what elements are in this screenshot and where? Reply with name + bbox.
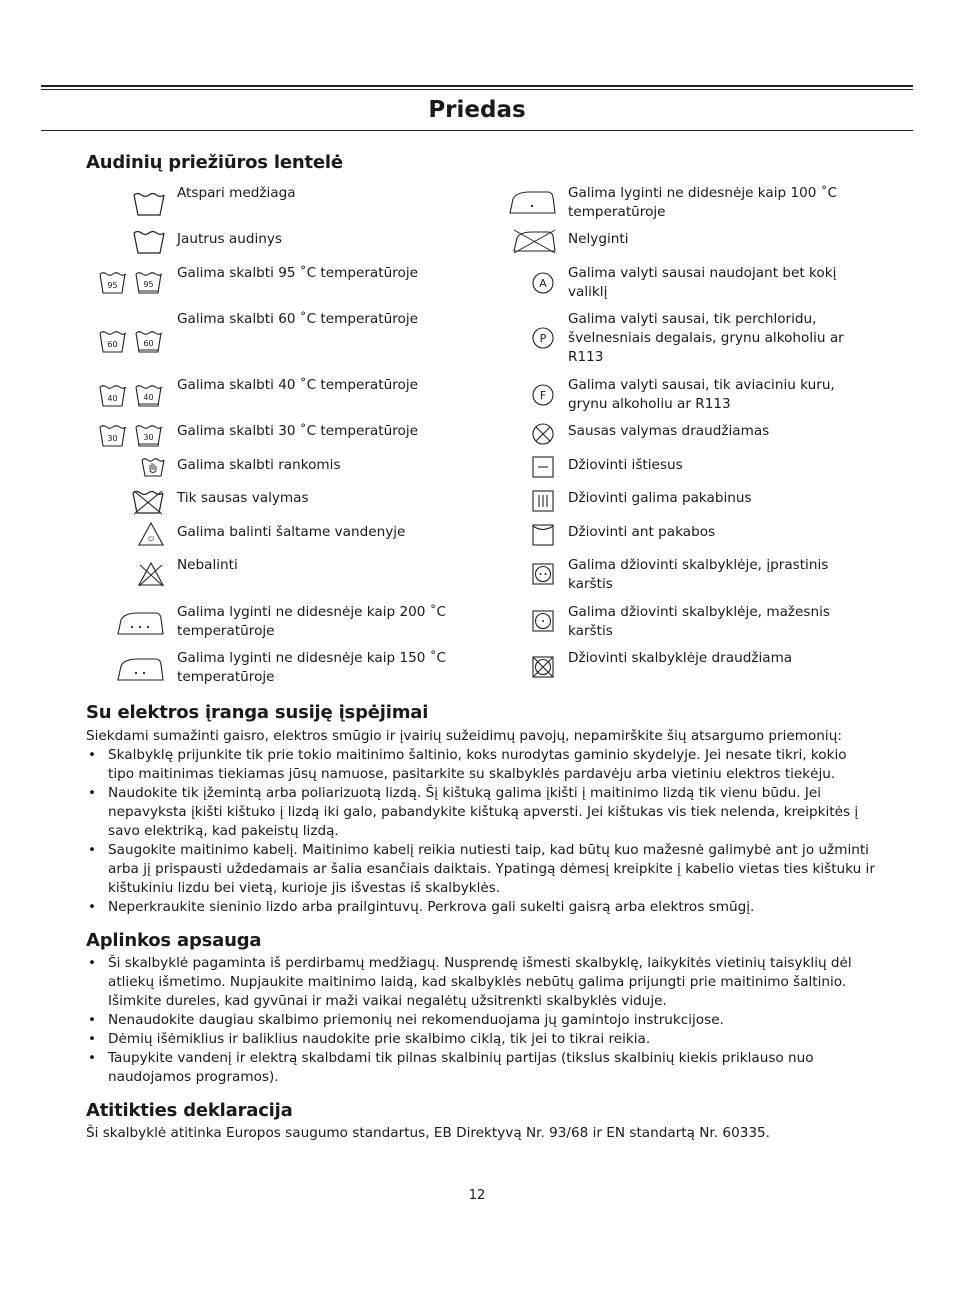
tumble-dry-normal-icon <box>532 563 554 585</box>
care-text: Džiovinti galima pakabinus <box>568 490 752 506</box>
hand-wash-icon <box>141 456 165 478</box>
dry-clean-f-label: F <box>539 389 547 402</box>
wash-30-label-2: 30 <box>143 433 154 442</box>
care-text: Džiovinti ištiesus <box>568 457 683 473</box>
list-item: • Dėmių išėmiklius ir baliklius naudokite prie skalbimo ciklą, tik jei to tikrai reikia. <box>86 1030 876 1049</box>
care-text: Galima valyti sausai, tik aviaciniu kuru, grynu alkoholiu ar R113 <box>568 377 835 412</box>
care-text: Nelyginti <box>568 231 629 247</box>
do-not-iron-icon <box>512 228 556 254</box>
dry-clean-a-label: A <box>539 277 547 290</box>
list-item: • Ši skalbyklė pagaminta iš perdirbamų medžiagų. Nusprendę išmesti skalbyklę, laikykitės vietinių taisyklių dėl atliekų išmetimo. Nupjaukite maitinimo laidą, kad skalbyklės nebūtų galima prijungti prie maitinimo šaltinio. Išimkite dureles, kad gyvūnai ir maži vaikai negalėtų užsitrenkti skalbyklės viduje. <box>86 954 876 1011</box>
electrical-intro: Siekdami sumažinti gaisro, elektros smūgio ir įvairių sužeidimų pavojų, nepamirškite šių atsargumo priemonių: <box>86 728 842 744</box>
environment-section <box>86 954 876 1087</box>
list-item: • Saugokite maitinimo kabelį. Maitinimo kabelį reikia nutiesti taip, kad būtų kuo mažesnė galimybė ant jo užminti arba jį prispausti uždedamais ar šalia esančiais daiktais. Ypatingą dėmesį kreipkite į kabelio vietas ties kištuku ir kištukiniu lizdu bei vietą, kurioje jis išvestas iš skalbyklės. <box>86 841 876 898</box>
do-not-dry-clean-icon <box>532 423 554 445</box>
care-text: Galima skalbti 60 ˚C temperatūroje <box>177 311 418 327</box>
iron-100-icon <box>508 189 556 215</box>
care-text: Atspari medžiaga <box>177 185 296 201</box>
declaration-section <box>86 1124 876 1143</box>
wash-95-label-2: 95 <box>143 280 154 289</box>
do-not-bleach-icon <box>137 561 165 587</box>
dry-clean-a-icon <box>532 272 554 294</box>
dry-flat-icon <box>532 456 554 478</box>
bleach-cold-icon <box>138 522 164 546</box>
wash-40-icon <box>99 384 163 408</box>
care-text: Džiovinti ant pakabos <box>568 524 716 540</box>
electrical-heading: Su elektros įranga susiję įspėjimai <box>86 702 429 723</box>
electrical-section <box>86 727 876 917</box>
care-text: Galima valyti sausai, tik perchloridu, švelnesniais degalais, grynu alkoholiu ar R113 <box>568 311 844 365</box>
care-text: Sausas valymas draudžiamas <box>568 423 770 439</box>
iron-150-icon <box>116 656 164 682</box>
page-number: 12 <box>468 1188 486 1203</box>
care-text: Galima lyginti ne didesnėje kaip 150 ˚C temperatūroje <box>177 650 447 685</box>
wash-95-label-1: 95 <box>107 281 118 290</box>
list-item: • Naudokite tik įžemintą arba poliarizuotą lizdą. Šį kištuką galima įkišti į maitinimo lizdą tik vienu būdu. Jei nepavyksta įkišti kištuko į lizdą iki galo, pabandykite kištuką apversti. Jei kištukas vis tiek nelenda, kreipkitės į savo elektriką, kad pakeistų lizdą. <box>86 784 876 841</box>
care-text: Galima džiovinti skalbyklėje, mažesnis karštis <box>568 604 830 639</box>
declaration-text: Ši skalbyklė atitinka Europos saugumo standartus, EB Direktyvą Nr. 93/68 ir EN standartą Nr. 60335. <box>86 1125 770 1141</box>
care-text: Galima valyti sausai naudojant bet kokį valiklį <box>568 265 837 300</box>
care-text: Jautrus audinys <box>177 231 282 247</box>
dry-clean-f-icon <box>532 384 554 406</box>
care-table-heading: Audinių priežiūros lentelė <box>86 152 343 173</box>
wash-30-icon <box>99 424 163 448</box>
dry-clean-p-icon <box>532 327 554 349</box>
care-text: Galima lyginti ne didesnėje kaip 100 ˚C temperatūroje <box>568 185 838 220</box>
care-text: Galima lyginti ne didesnėje kaip 200 ˚C temperatūroje <box>177 604 447 639</box>
electrical-list <box>86 746 876 917</box>
care-text: Džiovinti skalbyklėje draudžiama <box>568 650 793 666</box>
list-item: • Nenaudokite daugiau skalbimo priemonių nei rekomenduojama jų gamintojo instrukcijose. <box>86 1011 876 1030</box>
drip-dry-icon <box>532 490 554 512</box>
care-text: Galima skalbti 40 ˚C temperatūroje <box>177 377 418 393</box>
environment-heading: Aplinkos apsauga <box>86 930 262 951</box>
care-text: Galima skalbti rankomis <box>177 457 341 473</box>
wash-tub-resistant-icon <box>133 191 165 217</box>
care-text: Galima skalbti 30 ˚C temperatūroje <box>177 423 418 439</box>
header-rule-top <box>41 85 913 87</box>
tumble-dry-low-icon <box>532 610 554 632</box>
care-text: Tik sausas valymas <box>177 490 309 506</box>
list-item: • Neperkraukite sieninio lizdo arba prailgintuvų. Perkrova gali sukelti gaisrą arba elektros smūgį. <box>86 898 876 917</box>
wash-60-label-1: 60 <box>107 340 118 349</box>
wash-tub-delicate-icon <box>133 229 165 255</box>
wash-60-label-2: 60 <box>143 339 154 348</box>
wash-60-icon <box>99 330 163 354</box>
do-not-tumble-dry-icon <box>532 656 554 678</box>
dry-clean-p-label: P <box>539 332 547 345</box>
list-item: • Skalbyklę prijunkite tik prie tokio maitinimo šaltinio, koks nurodytas gaminio skydelyje. Jei nesate tikri, kokio tipo maitinimas tiekiamas jūsų namuose, pasitarkite su skalbyklės pardavėju arba vietiniu elektros tiekėju. <box>86 746 876 784</box>
iron-200-icon <box>116 610 164 636</box>
care-text: Nebalinti <box>177 557 238 573</box>
care-text: Galima balinti šaltame vandenyje <box>177 524 406 540</box>
care-text: Galima skalbti 95 ˚C temperatūroje <box>177 265 418 281</box>
declaration-heading: Atitikties deklaracija <box>86 1100 293 1121</box>
header-rule-bottom <box>41 130 913 131</box>
page-header <box>41 85 913 131</box>
care-text: Galima džiovinti skalbyklėje, įprastinis karštis <box>568 557 829 592</box>
list-item: • Taupykite vandenį ir elektrą skalbdami tik pilnas skalbinių partijas (tikslus skalbinių kiekis priklauso nuo naudojamos programos). <box>86 1049 876 1087</box>
environment-list <box>86 954 876 1087</box>
line-dry-icon <box>532 524 554 546</box>
wash-95-icon <box>99 271 163 295</box>
wash-30-label-1: 30 <box>107 434 118 443</box>
do-not-wash-icon <box>132 489 164 515</box>
bleach-cold-label: Cl <box>148 536 154 543</box>
header-rule-top-thin <box>41 89 913 90</box>
wash-40-label-1: 40 <box>107 394 118 403</box>
wash-40-label-2: 40 <box>143 393 154 402</box>
page-title: Priedas <box>428 97 526 123</box>
